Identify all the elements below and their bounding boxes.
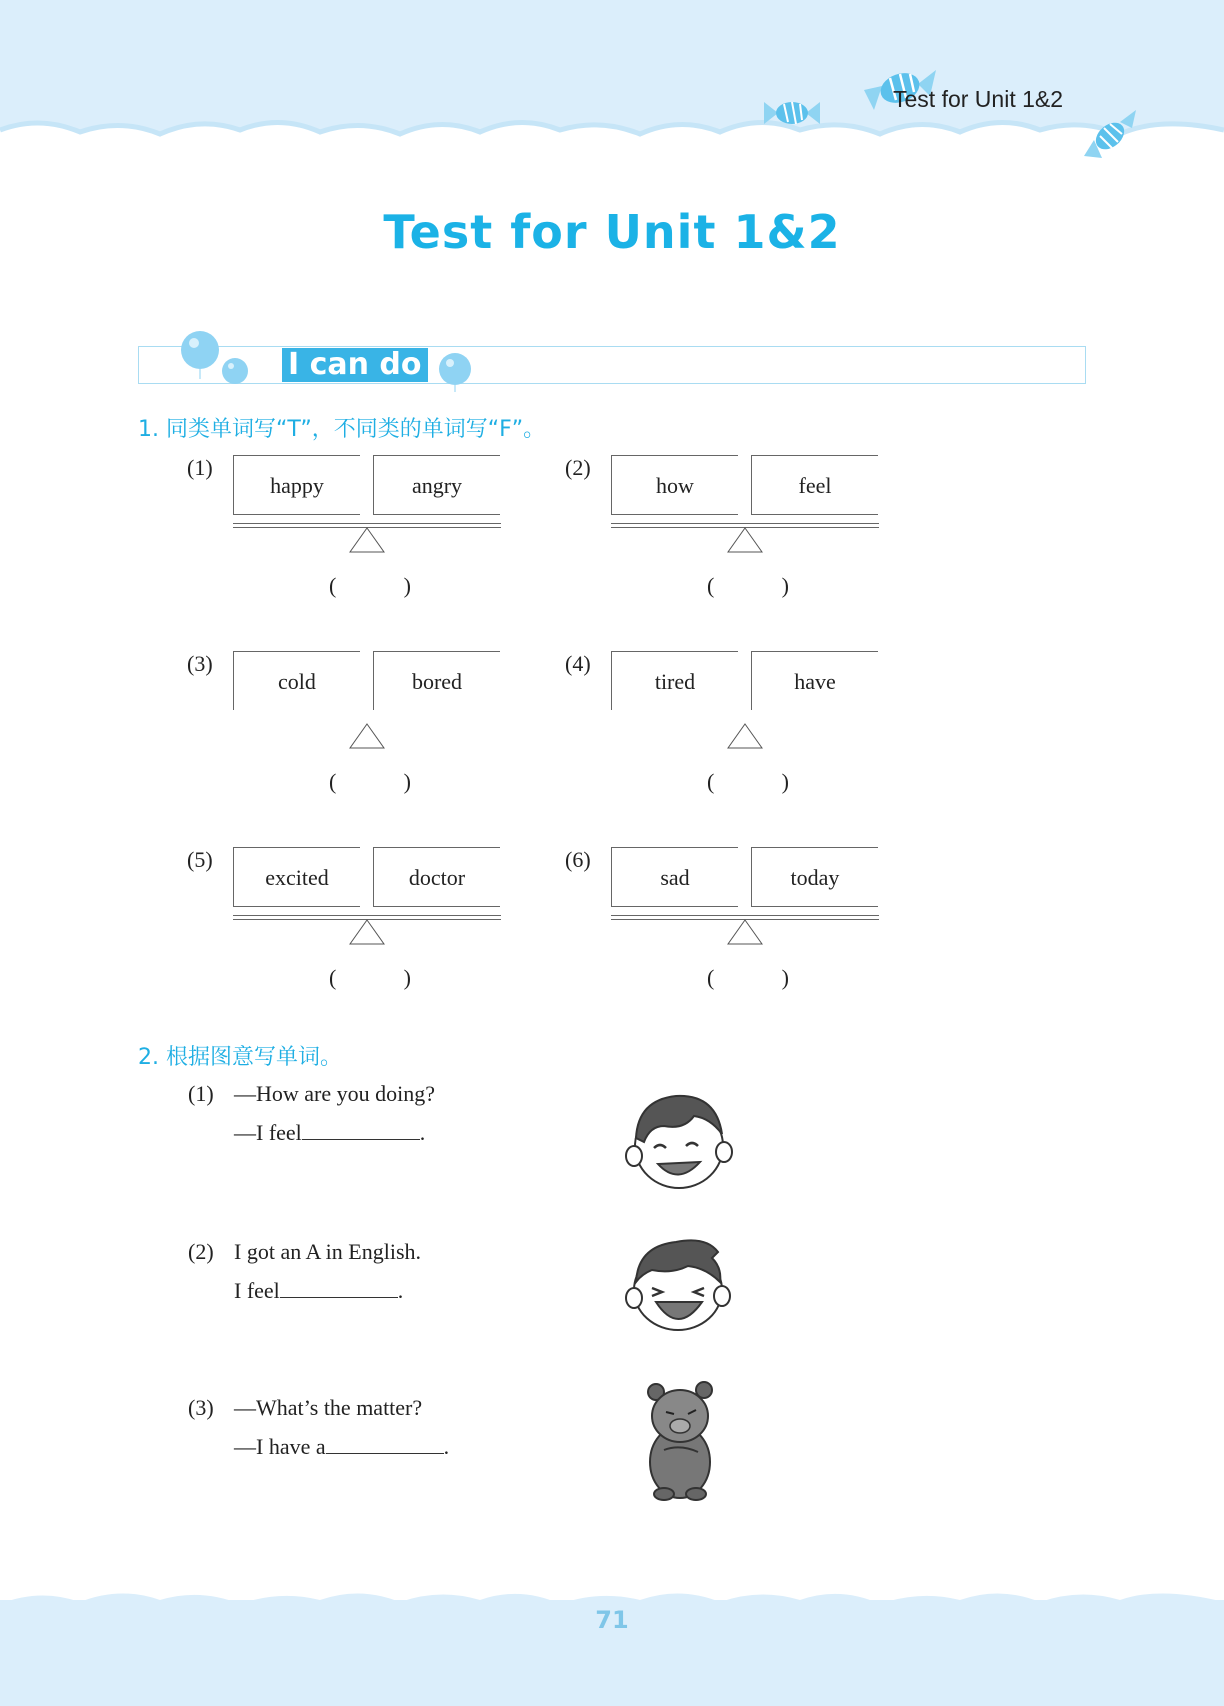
candy-icon [762,96,822,130]
balloon-icon [180,330,222,380]
word-box-left: sad [611,847,738,907]
word-box-right: angry [373,455,500,515]
laughing-boy-illustration [622,1232,734,1334]
item-number: (6) [565,847,591,872]
word-box-left: happy [233,455,360,515]
item-number: (4) [565,651,591,676]
candy-icon [1080,106,1140,162]
seesaw-item: (5) excited doctor ( ) [233,847,503,1027]
section-bar [138,346,1086,384]
word-box-left: cold [233,651,360,710]
page-title: Test for Unit 1&2 [383,205,841,259]
smiling-boy-illustration [624,1086,734,1192]
item-number: (2) [188,1239,214,1264]
seesaw-item: (3) cold bored ( ) [233,651,503,831]
word-box-right: have [751,651,878,710]
item-number: (5) [187,847,213,872]
seesaw-item: (2) how feel ( ) [611,455,881,635]
page-number: 71 [595,1606,629,1634]
item-number: (2) [565,455,591,480]
word-box-left: tired [611,651,738,710]
item-number: (3) [187,651,213,676]
word-box-left: how [611,455,738,515]
fulcrum-triangle-icon [727,723,763,749]
seesaw-item: (4) tired have ( ) [611,651,881,831]
seesaw-item: (6) sad today ( ) [611,847,881,1027]
fulcrum-triangle-icon [727,919,763,945]
word-box-right: feel [751,455,878,515]
question-1-heading: 1. 同类单词写“T”，不同类的单词写“F”。 [138,417,546,442]
word-box-right: doctor [373,847,500,907]
balloon-icon [221,357,249,391]
word-box-right: today [751,847,878,907]
prompt-text: I got an A in English. [234,1239,421,1264]
word-box-left: excited [233,847,360,907]
balloon-icon [438,352,472,392]
running-title: Test for Unit 1&2 [893,86,1064,112]
sick-bear-illustration [642,1378,722,1502]
prompt-text: —How are you doing? [234,1081,436,1106]
section-label: I can do [282,348,428,382]
fill-in-item: (3) —What’s the matter? —I have a . [188,1388,449,1466]
fulcrum-triangle-icon [727,527,763,553]
item-number: (3) [188,1395,214,1420]
fulcrum-triangle-icon [349,527,385,553]
header-cloud-border [0,110,1224,180]
answer-prefix: I feel [234,1278,280,1303]
item-number: (1) [188,1081,214,1106]
item-number: (1) [187,455,213,480]
answer-prefix: —I have a [234,1434,326,1459]
word-box-right: bored [373,651,500,710]
answer-blank[interactable] [302,1121,420,1140]
fulcrum-triangle-icon [349,723,385,749]
answer-prefix: —I feel [234,1120,302,1145]
prompt-text: —What’s the matter? [234,1395,423,1420]
fill-in-item: (1) —How are you doing? —I feel . [188,1074,435,1152]
answer-blank[interactable] [326,1435,444,1454]
answer-blank[interactable] [280,1279,398,1298]
fulcrum-triangle-icon [349,919,385,945]
fill-in-item: (2) I got an A in English. I feel . [188,1232,421,1310]
question-2-heading: 2. 根据图意写单词。 [138,1045,342,1070]
seesaw-item: (1) happy angry ( ) [233,455,503,635]
